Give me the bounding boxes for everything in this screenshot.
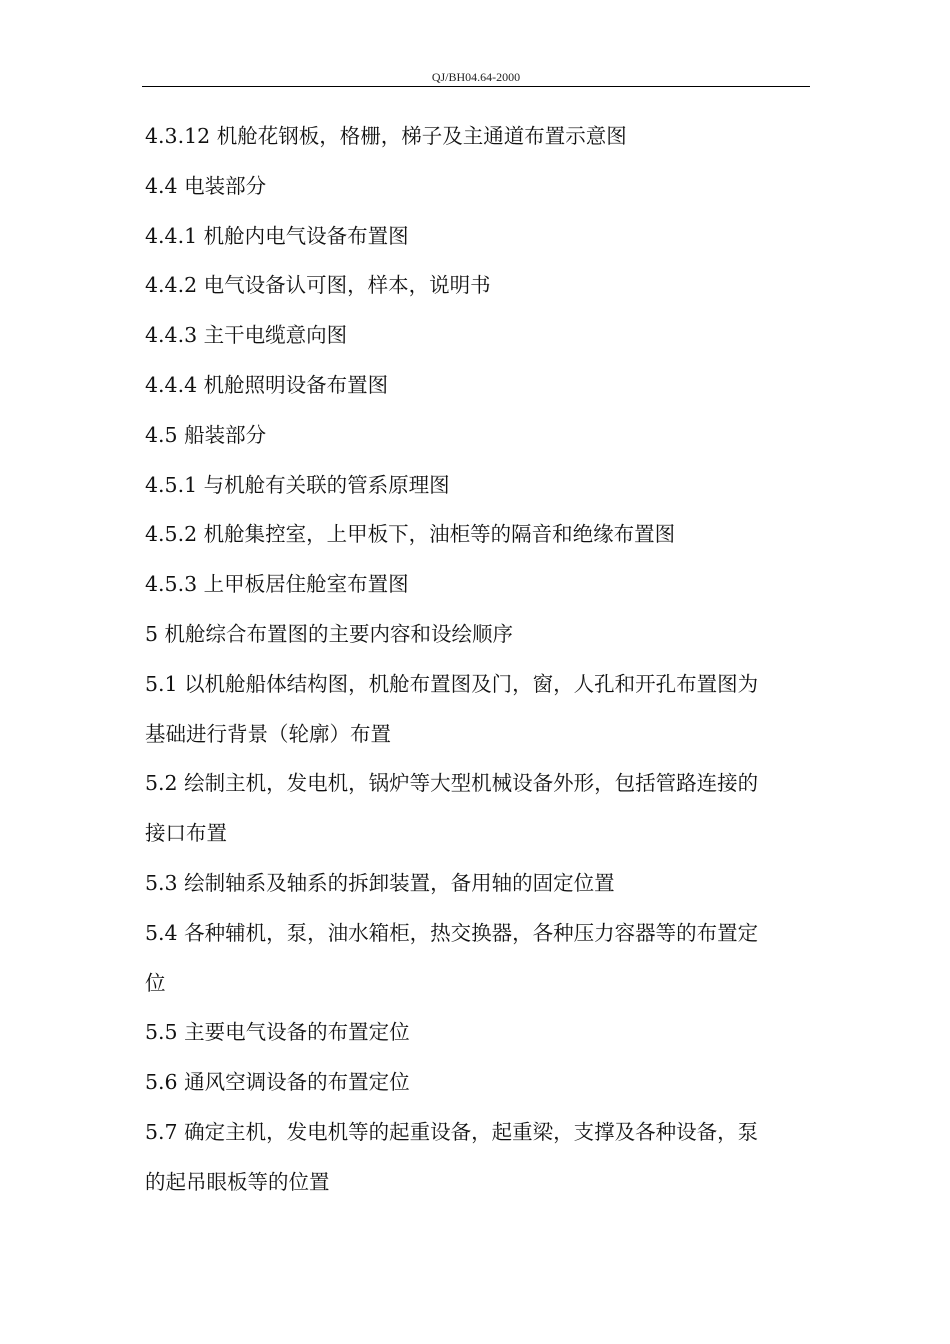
document-code: QJ/BH04.64-2000	[431, 70, 521, 84]
page-header	[142, 70, 810, 86]
text-line-4-4-2: 4.4.2 电气设备认可图，样本，说明书	[145, 273, 491, 298]
text-line-5-4: 5.4 各种辅机，泵，油水箱柜，热交换器，各种压力容器等的布置定	[145, 920, 759, 945]
text-line-4-5-1: 4.5.1 与机舱有关联的管系原理图	[145, 472, 450, 497]
section-heading-4-5: 4.5 船装部分	[145, 422, 267, 447]
text-line-5-3: 5.3 绘制轴系及轴系的拆卸装置，备用轴的固定位置	[145, 870, 615, 895]
text-line-4-4-1: 4.4.1 机舱内电气设备布置图	[145, 223, 409, 248]
text-line-5-5: 5.5 主要电气设备的布置定位	[145, 1020, 410, 1045]
text-line-5-4-cont: 位	[145, 970, 166, 995]
text-line-5-1: 5.1 以机舱船体结构图，机舱布置图及门，窗，人孔和开孔布置图为	[145, 671, 759, 696]
section-heading-5: 5 机舱综合布置图的主要内容和设绘顺序	[145, 621, 514, 646]
text-line-5-7-cont: 的起吊眼板等的位置	[145, 1169, 330, 1194]
text-line-5-7: 5.7 确定主机，发电机等的起重设备，起重梁，支撑及各种设备，泵	[145, 1119, 759, 1144]
section-heading-4-4: 4.4 电装部分	[145, 173, 267, 198]
text-line-4-4-4: 4.4.4 机舱照明设备布置图	[145, 372, 389, 397]
text-line-4-5-3: 4.5.3 上甲板居住舱室布置图	[145, 572, 409, 597]
header-rule	[142, 86, 810, 87]
text-line-5-2-cont: 接口布置	[145, 821, 227, 846]
text-line-4-4-3: 4.4.3 主干电缆意向图	[145, 323, 348, 348]
text-line-5-6: 5.6 通风空调设备的布置定位	[145, 1070, 410, 1095]
text-line-5-2: 5.2 绘制主机，发电机，锅炉等大型机械设备外形，包括管路连接的	[145, 771, 759, 796]
text-line-5-1-cont: 基础进行背景（轮廓）布置	[145, 721, 391, 746]
text-line-4-5-2: 4.5.2 机舱集控室，上甲板下，油柜等的隔音和绝缘布置图	[145, 522, 676, 547]
text-line-4-3-12: 4.3.12 机舱花钢板，格栅，梯子及主通道布置示意图	[145, 124, 627, 148]
document-body	[145, 112, 810, 1208]
